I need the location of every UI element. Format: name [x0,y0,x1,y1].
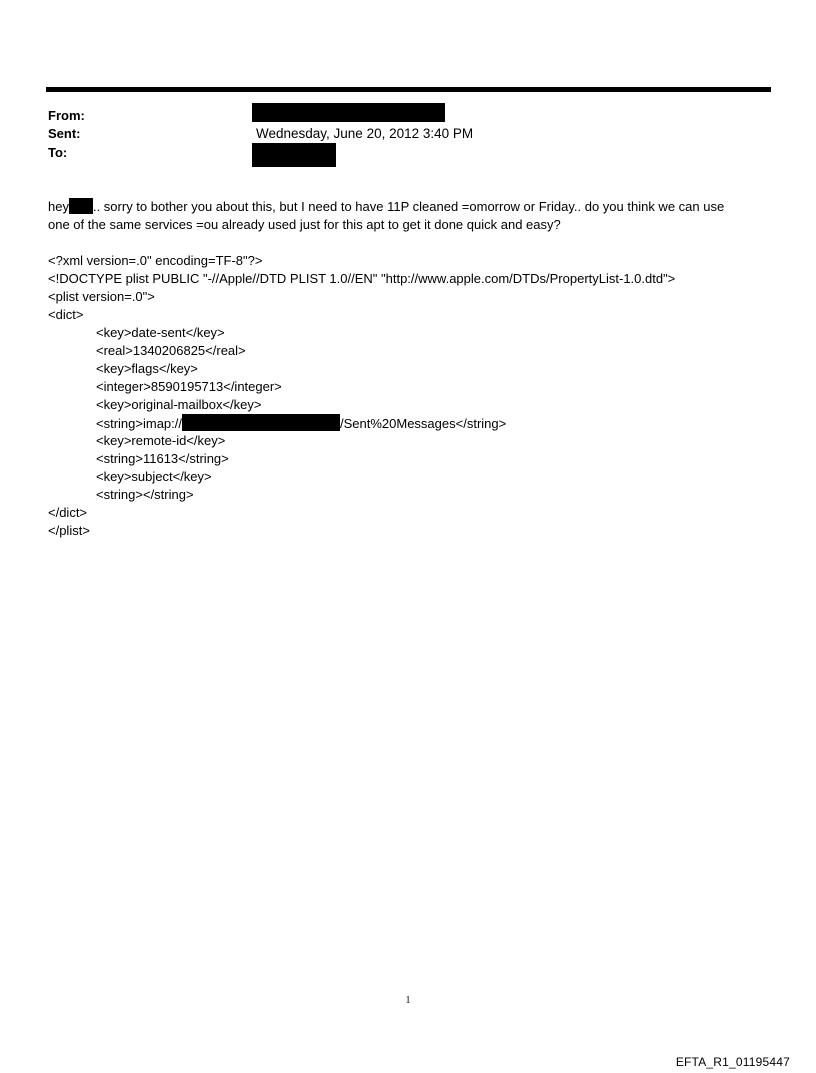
mailbox-redaction [182,414,340,431]
integer-flags-value: <integer>8590195713</integer> [96,379,282,394]
from-label: From: [48,108,85,123]
header-rule [46,87,771,92]
bates-number: EFTA_R1_01195447 [675,1055,790,1069]
sent-value: Wednesday, June 20, 2012 3:40 PM [256,126,474,141]
key-flags: <key>flags</key> [96,361,198,376]
real-date-value: <real>1340206825</real> [96,343,246,358]
message-line-1 [48,198,768,216]
dict-close-tag: </dict> [48,505,88,520]
plist-doctype: <!DOCTYPE plist PUBLIC "-//Apple//DTD PLIST 1.0//EN" "http://www.apple.com/DTDs/PropertyList-1.0.dtd"> [48,271,676,286]
page-number: 1 [405,995,411,1006]
string-subject: <string></string> [96,487,194,502]
key-subject: <key>subject</key> [96,469,212,484]
message-line-2: one of the same services =ou already used just for this apt to get it done quick and easy? [48,217,561,232]
plist-close-tag: </plist> [48,523,90,538]
sent-label: Sent: [48,126,81,141]
imap-suffix: /Sent%20Messages</string> [340,416,507,431]
imap-prefix: <string>imap:// [96,416,182,431]
dict-open-tag: <dict> [48,307,84,322]
key-date-sent: <key>date-sent</key> [96,325,225,340]
to-label: To: [48,145,68,160]
message-request: .. sorry to bother you about this, but I need to have 11P cleaned =omorrow or Friday.. do you think we can use [92,199,725,214]
key-remote-id: <key>remote-id</key> [96,433,226,448]
key-original-mailbox: <key>original-mailbox</key> [96,397,262,412]
from-redaction [252,103,445,122]
string-remote-id: <string>11613</string> [96,451,229,466]
to-redaction [252,143,336,167]
name-redaction [69,198,93,214]
message-greeting: hey [48,199,69,214]
plist-open-tag: <plist version=.0"> [48,289,155,304]
plist-xml-declaration: <?xml version=.0" encoding=TF-8"?> [48,253,263,268]
string-imap-mailbox [96,414,506,433]
